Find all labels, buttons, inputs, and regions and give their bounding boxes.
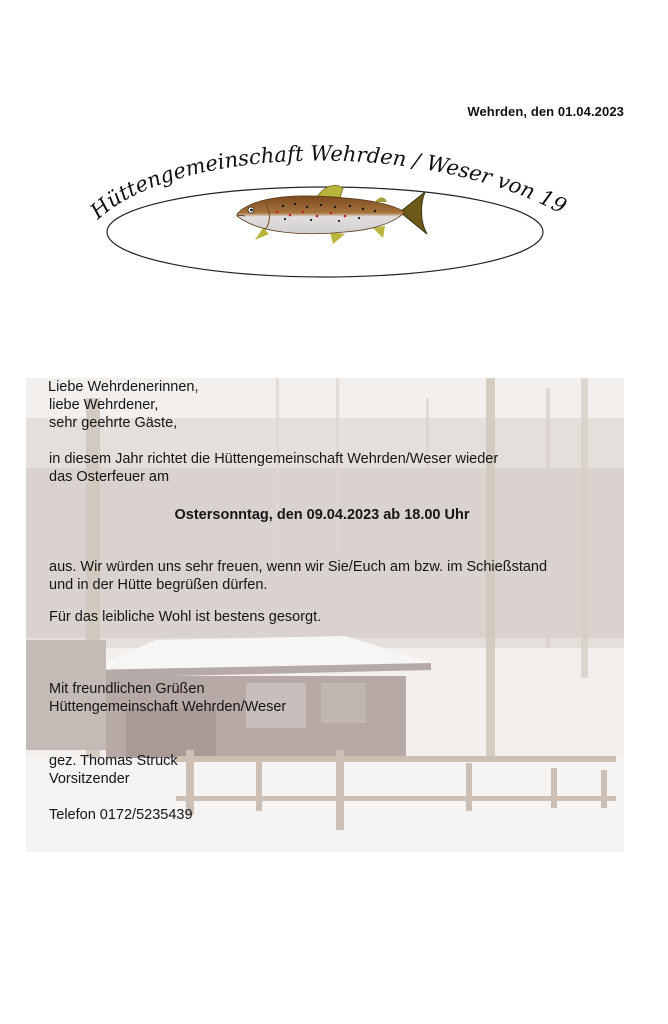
signature-line: gez. Thomas Struck: [49, 753, 178, 769]
club-logo: [73, 121, 571, 290]
food-note: Für das leibliche Wohl ist bestens gesorgt.: [49, 609, 322, 625]
letter-date: Wehrden, den 01.04.2023: [467, 104, 624, 119]
signature-line: Vorsitzender: [49, 771, 130, 787]
logo-graphic: [73, 121, 571, 290]
closing-line: Hüttengemeinschaft Wehrden/Weser: [49, 699, 287, 715]
logo-arc-text: Hüttengemeinschaft Wehrden / Weser von 1963: [73, 121, 571, 224]
letter-body: [49, 378, 619, 824]
invite-line: und in der Hütte begrüßen dürfen.: [49, 577, 268, 593]
salutation-line: sehr geehrte Gäste,: [49, 415, 178, 431]
trout-fish-icon: [237, 185, 427, 244]
intro-line: das Osterfeuer am: [49, 469, 170, 485]
closing-line: Mit freundlichen Grüßen: [49, 681, 205, 697]
salutation-line: Liebe Wehrdenerinnen,: [48, 379, 199, 395]
phone-number: Telefon 0172/5235439: [49, 807, 193, 823]
intro-line: in diesem Jahr richtet die Hüttengemeinschaft Wehrden/Weser wieder: [49, 451, 499, 467]
salutation-line: liebe Wehrdener,: [49, 397, 159, 413]
event-date-heading: Ostersonntag, den 09.04.2023 ab 18.00 Uhr: [174, 507, 470, 523]
invite-line: aus. Wir würden uns sehr freuen, wenn wir Sie/Euch am bzw. im Schießstand: [49, 559, 548, 575]
